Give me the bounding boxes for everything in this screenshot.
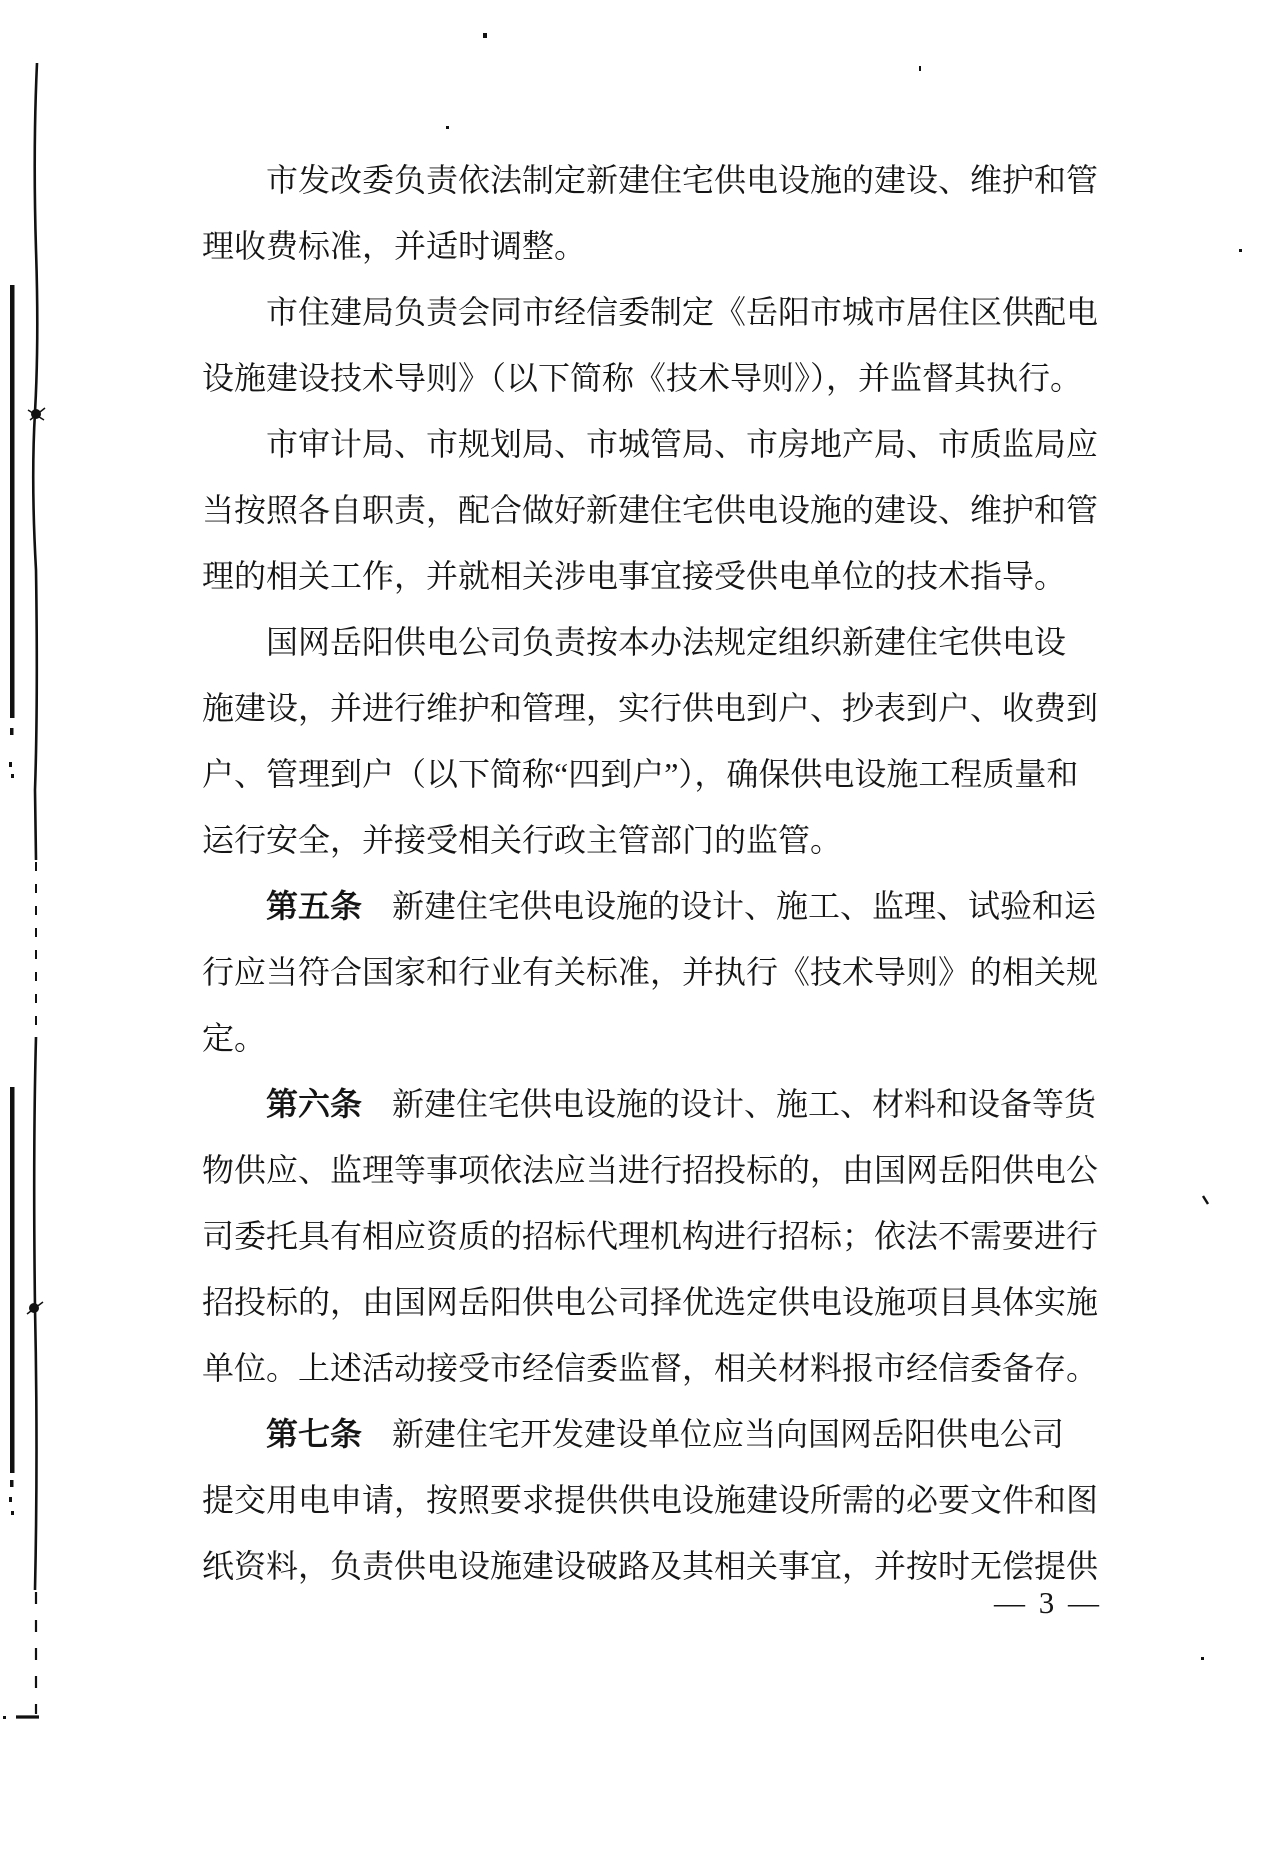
text-line: 第七条 新建住宅开发建设单位应当向国网岳阳供电公司 bbox=[266, 1416, 1065, 1452]
text-line: 户、管理到户（以下简称“四到户”），确保供电设施工程质量和 bbox=[202, 756, 1079, 792]
text-line: 理收费标准，并适时调整。 bbox=[202, 228, 587, 264]
text-line: 第五条 新建住宅供电设施的设计、施工、监理、试验和运 bbox=[266, 888, 1097, 924]
text-line: 司委托具有相应资质的招标代理机构进行招标；依法不需要进行 bbox=[202, 1218, 1099, 1254]
text-line: 行应当符合国家和行业有关标准，并执行《技术导则》的相关规 bbox=[202, 954, 1099, 990]
text-line: 理的相关工作，并就相关涉电事宜接受供电单位的技术指导。 bbox=[202, 558, 1067, 594]
scan-artifact-foot-dot bbox=[3, 1716, 6, 1719]
paragraph bbox=[202, 609, 1162, 873]
scan-artifact-knot-lower bbox=[29, 1303, 39, 1313]
text-line: 第六条 新建住宅供电设施的设计、施工、材料和设备等货 bbox=[266, 1086, 1097, 1122]
paragraph bbox=[202, 873, 1162, 1071]
paragraph bbox=[202, 1401, 1162, 1599]
scan-artifact-speck-5 bbox=[1203, 1196, 1208, 1204]
text-line: 物供应、监理等事项依法应当进行招投标的，由国网岳阳供电公 bbox=[202, 1152, 1099, 1188]
text-line: 运行安全，并接受相关行政主管部门的监管。 bbox=[202, 822, 843, 858]
text-line: 招投标的，由国网岳阳供电公司择优选定供电设施项目具体实施 bbox=[202, 1284, 1099, 1320]
scan-artifact-knot-upper bbox=[31, 409, 41, 419]
text-line: 定。 bbox=[202, 1020, 267, 1056]
text-line: 单位。上述活动接受市经信委监督，相关材料报市经信委备存。 bbox=[202, 1350, 1099, 1386]
scan-artifact-thick-dot-2 bbox=[9, 762, 12, 767]
scan-artifact-knot-upper-flick bbox=[28, 408, 45, 420]
article-number: 第五条 bbox=[266, 888, 363, 924]
text-line: 提交用电申请，按照要求提供供电设施建设所需的必要文件和图 bbox=[202, 1482, 1099, 1518]
scan-artifact-wavy-line-top bbox=[33, 63, 37, 860]
scan-artifact-thick-line-lower bbox=[10, 1087, 15, 1473]
scan-artifact-speck-4 bbox=[1239, 249, 1242, 252]
scan-artifact-knot-lower-flick bbox=[27, 1302, 43, 1314]
text-line: 设施建设技术导则》（以下简称《技术导则》），并监督其执行。 bbox=[202, 360, 1083, 396]
document-body bbox=[202, 147, 1162, 1599]
page-number: — 3 — bbox=[994, 1585, 1102, 1620]
scan-artifact-thick-line-upper bbox=[10, 285, 15, 718]
text-line: 纸资料，负责供电设施建设破路及其相关事宜，并按时无偿提供 bbox=[202, 1548, 1099, 1584]
scan-artifact-thick-dot-5 bbox=[9, 1497, 12, 1502]
article-number: 第六条 bbox=[266, 1086, 363, 1122]
scan-artifact-wavy-line-lower bbox=[34, 1037, 36, 1590]
article-number: 第七条 bbox=[266, 1416, 363, 1452]
text-line: 市住建局负责会同市经信委制定《岳阳市城市居住区供配电 bbox=[266, 294, 1099, 330]
paragraph bbox=[202, 1071, 1162, 1401]
scan-artifact-thick-dot-6 bbox=[11, 1511, 14, 1515]
paragraph bbox=[202, 147, 1162, 279]
paragraph bbox=[202, 411, 1162, 609]
scan-artifact-speck-1 bbox=[483, 33, 487, 38]
scan-artifact-thick-dot-1 bbox=[10, 728, 14, 735]
scan-artifact-speck-6 bbox=[1201, 1657, 1204, 1660]
scan-artifact-thick-dot-3 bbox=[11, 774, 14, 778]
text-line: 市审计局、市规划局、市城管局、市房地产局、市质监局应 bbox=[266, 426, 1099, 462]
text-line: 当按照各自职责，配合做好新建住宅供电设施的建设、维护和管 bbox=[202, 492, 1099, 528]
text-line: 国网岳阳供电公司负责按本办法规定组织新建住宅供电设 bbox=[266, 624, 1067, 660]
scan-artifact-speck-3 bbox=[919, 66, 921, 71]
scan-artifact-speck-2 bbox=[446, 126, 449, 129]
text-line: 市发改委负责依法制定新建住宅供电设施的建设、维护和管 bbox=[266, 162, 1099, 198]
scan-artifact-thick-dot-4 bbox=[10, 1480, 14, 1487]
text-line: 施建设，并进行维护和管理，实行供电到户、抄表到户、收费到 bbox=[202, 690, 1099, 726]
paragraph bbox=[202, 279, 1162, 411]
